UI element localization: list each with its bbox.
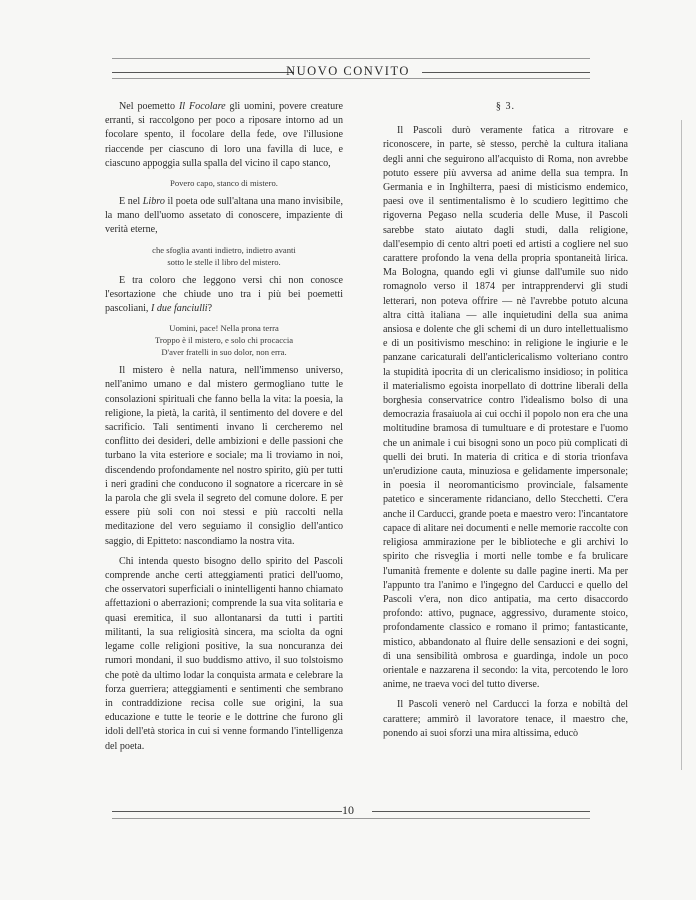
paragraph: Il Pascoli durò veramente fatica a ritrovare e riconoscere, in parte, sè stesso, perchè la cultura italiana degli anni che seguirono all'acquisto di Roma, non avrebbe potuto essere più avversa ad anime della sua tempra. In Germania e in Inghilterra, paesi di misticismo endemico, paesi ove il sentimentalismo è lo scudiero legittimo che rigoverna Pegaso nella scuderia delle Muse, il Pascoli sarebbe stato aiutato dagli studi, dalla religione, dall'esempio di cento altri poeti ed artisti a cogliere nel suo carattere profondo la vena della propria spontaneità lirica. Ma Bologna, quando egli vi giunse dall'umile suo nido romagnolo verso il 1874 per intrapprendervi gli studi letterari, non poteva offrire — nè l'avrebbe potuto alcuna altra città italiana — alle inquietudini della sua anima ansiosa e dolente che gli schemi di un duro intellettualismo e di un positivismo meschino: in religione le ingiurie e le panzane caricaturali dell'anticlericalismo volteriano contro la stupidità ipocrita di un clericalismo insidioso; in politica il materialismo egoista inorpellato di dottrine liberali della borghesia conservatrice contro l'idealismo bolso di una democrazia frasaiuola ai cui occhi il popolo non era che una moltitudine bramosa di tumultuare e di protestare e l'uomo che un animale i cui bisogni sono un poco più complicati di quelli dei bruti. In materia di critica e di storia trionfava un'erudizione cauta, minuziosa e gelidamente impersonale; in poesia il neoromanticismo provinciale, falsamente patetico e sinceramente ridanciano, dello Stecchetti. C'era anche il Carducci, grande poeta e maestro vero: l'incantatore capace di alitare nei documenti e nelle memorie raccolte con religiosa ammirazione per le biblioteche e gli archivi lo spirito che risveglia i morti nelle tombe e fa brulicare l'umanità fremente e dolente su dalle pagine inerti. Ma per l'appunto tra l'animo e l'ingegno del Carducci e quello del Pascoli v'era, non dico antipatia, ma certo disaccordo profondo: attivo, pugnace, aggressivo, duramente stoico, profondamente classico e romano il primo; fantasticante, mistico, abbandonato al fluire delle sensazioni e dei sogni, di una sensibilità ombrosa e guardinga, indole un poco orientale e nazzarena il secondo: la vita, percotendo le loro anime, ne traeva voci del tutto diverse. <box>383 125 628 691</box>
header-rule-upper <box>112 58 590 59</box>
footer-rule-lower <box>112 818 590 819</box>
paragraph: Il mistero è nella natura, nell'immenso universo, nell'animo umano e dal mistero germogliano tutte le consolazioni spirituali che fanno bella la vita: la poesia, la religione, la pietà, la carità, il sentimento del dovere e del sacrificio. Tali sentimenti invano li cercheremo nel conflitto dei desideri, delle ambizioni e delle passioni che turbano la vita esteriore e sociale; ma li troviamo in noi, discendendo profondamente nel nostro spirito, giù per tutti i neri gradini che conducono il sognatore a ricercare in sè la parola che gli svela il segreto del comune dolore. E per essere più soli con noi stessi e più raccolti nella meditazione del vero seguiamo il consiglio dell'antico saggio, di Epitteto: nascondiamo la nostra vita. <box>105 365 343 547</box>
right-column <box>383 100 628 747</box>
running-header-title: NUOVO CONVITO <box>286 64 410 78</box>
paragraph: Nel poemetto Il Focolare gli uomini, povere creature erranti, si raccolgono per poco a riposare intorno ad un focolare spento, il focolare della fede, ove l'illusione riaccende per ciascuno di loro una favilla di luce, e ciascuno appoggia sulla spalla del vicino il capo stanco, <box>105 101 343 169</box>
header-rule-lower <box>112 78 590 79</box>
left-column <box>105 100 343 760</box>
verse-quote: Uomini, pace! Nella prona terra Troppo è il mistero, e solo chi procaccia D'aver fratelli in suo dolor, non erra. <box>154 323 294 358</box>
section-heading: § 3. <box>495 101 516 112</box>
header-rule-right <box>422 72 590 73</box>
page-edge-shadow <box>681 120 682 770</box>
paragraph: Il Pascoli venerò nel Carducci la forza e nobiltà del carattere; ammirò il lavoratore tenace, il maestro che, ponendo ai suoi sforzi una mira altissima, educò <box>383 699 628 739</box>
poem-title: Libro <box>142 196 165 208</box>
poem-title: I due fanciulli <box>150 303 208 315</box>
verse-quote: Povero capo, stanco di mistero. <box>170 178 278 189</box>
paragraph: E tra coloro che leggono versi chi non conosce l'esortazione che chiude uno tra i più bei poemetti pascoliani, I due fanciulli? <box>105 274 343 315</box>
paragraph: E nel Libro il poeta ode sull'altana una mano invisibile, la mano dell'uomo assetato di conoscere, impaziente di verità eterne, <box>105 196 344 236</box>
verse-quote: che sfoglia avanti indietro, indietro avanti sotto le stelle il libro del mistero. <box>152 244 296 267</box>
page-number: 10 <box>342 803 354 817</box>
poem-title: Il Focolare <box>178 101 226 112</box>
footer-rule-right <box>372 811 590 812</box>
paragraph: Chi intenda questo bisogno dello spirito del Pascoli comprende anche certi atteggiamenti pratici dell'uomo, che osservatori superficiali o inintelligenti hanno chiamato affettazioni o aberrazioni; comprende la sua vita solitaria e quasi eremitica, il suo allontanarsi da tutti i partiti militanti, la sua religiosità sincera, ma sciolta da ogni legame colle religioni positive, la sua noncuranza dei rumori mondani, il suo buddismo attivo, il suo tolstoismo che potè da ultimo lodar la conquista armata e celebrare la forza guerriera; atteggiamenti e sentimenti che sembrano in contraddizione recisa colle sue origini, la sua educazione e tutte le teorie e le dottrine che furono gli idoli dell'età storica in cui si venne formando l'intelligenza del poeta. <box>105 555 343 752</box>
